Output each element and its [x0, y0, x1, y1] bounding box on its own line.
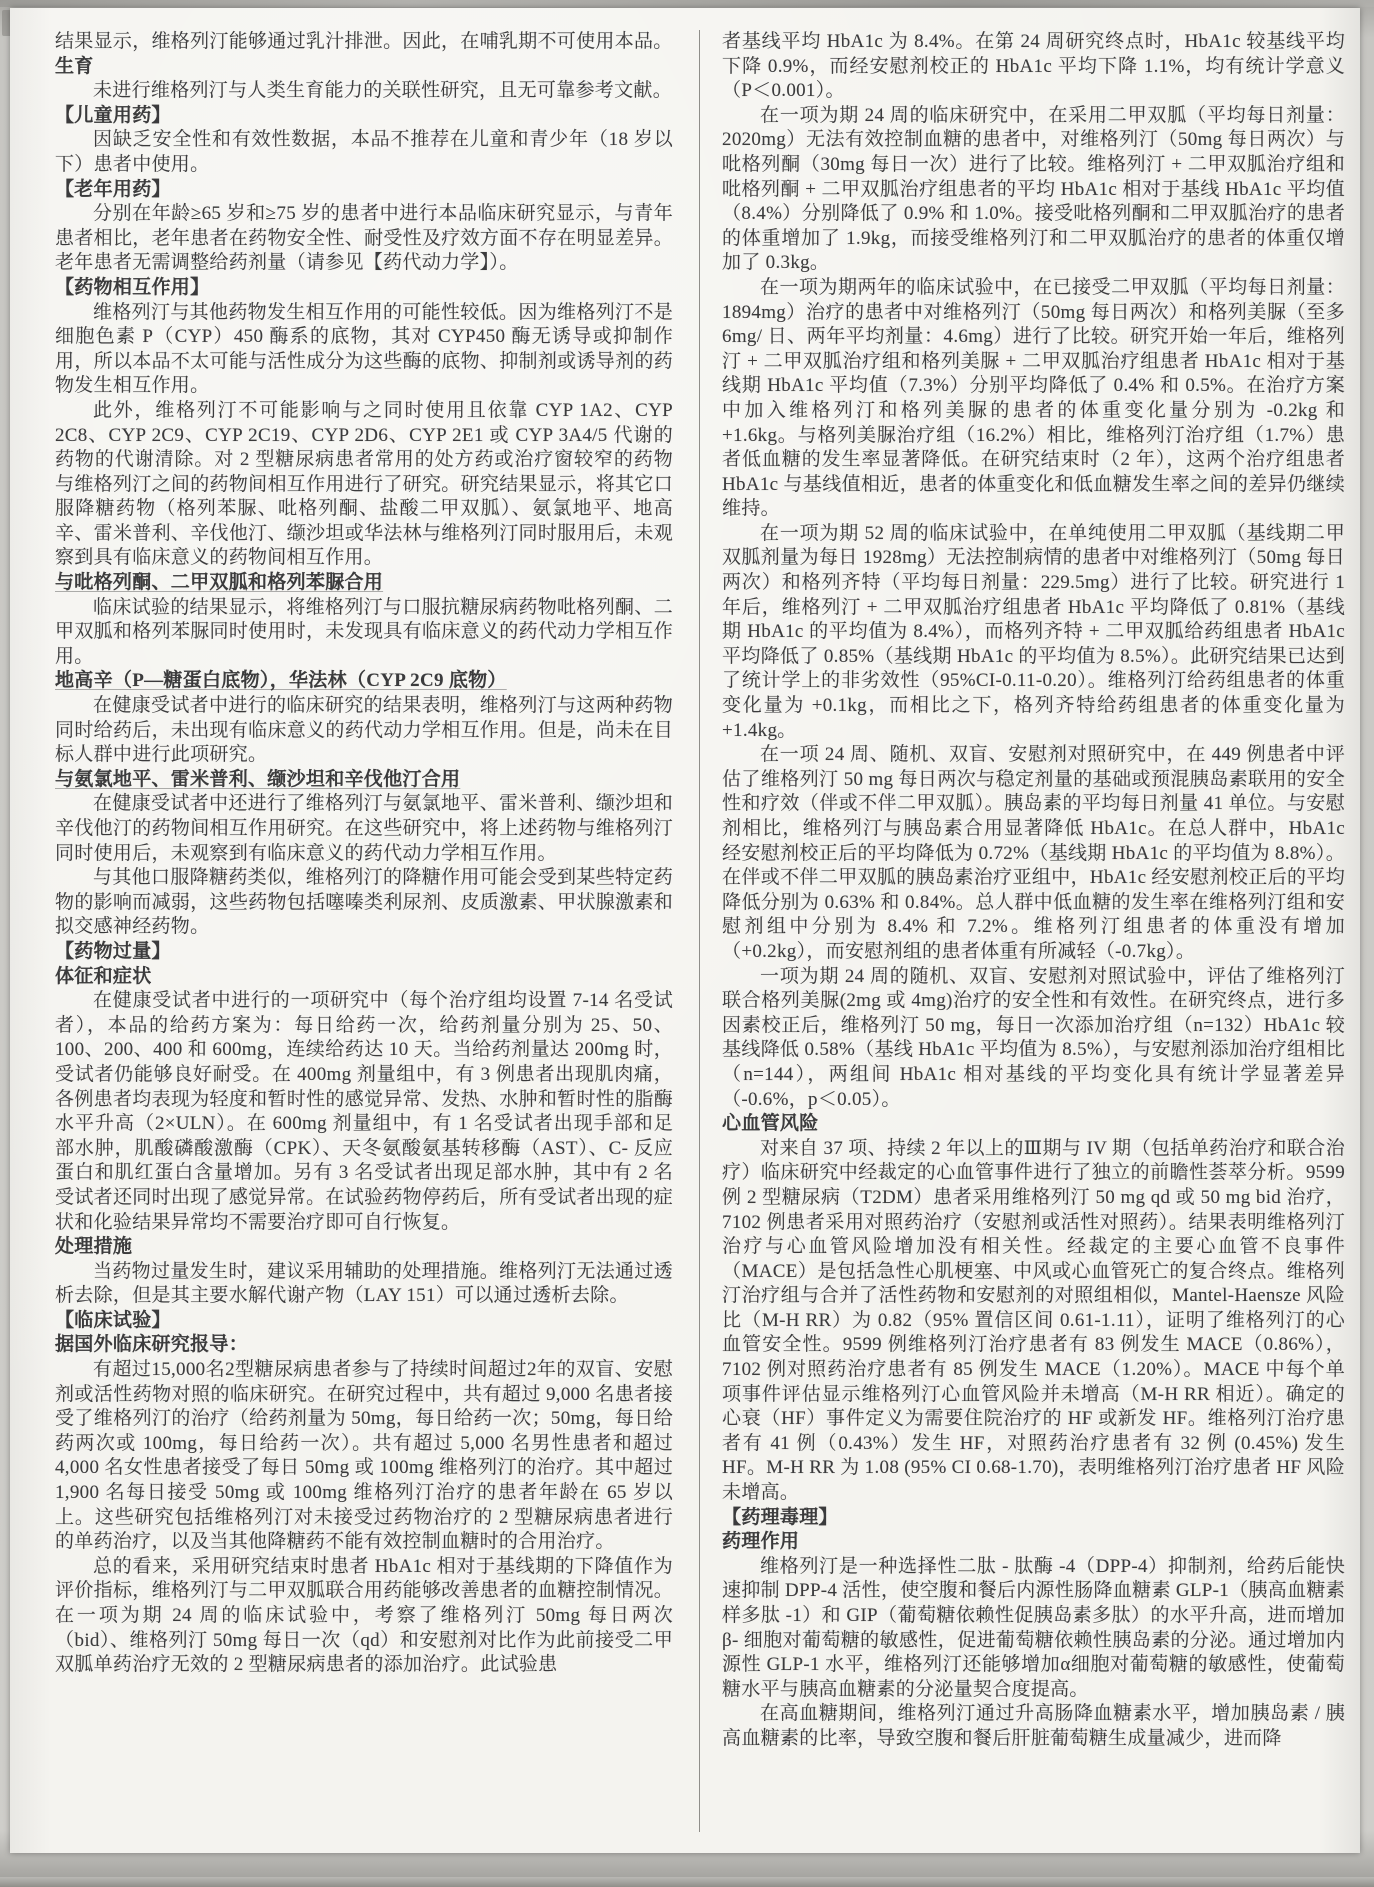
section-header: 【临床试验】 — [55, 1309, 171, 1331]
sub-header: 生育 — [55, 55, 94, 77]
paragraph: 维格列汀是一种选择性二肽 - 肽酶 -4（DPP-4）抑制剂，给药后能快速抑制 DPP-4 活性，使空腹和餐后内源性肠降血糖素 GLP-1（胰高血糖素样多肽 -1）和 GIP（葡萄糖依赖性促胰岛素多肽）的水平升高，进而增加β- 细胞对葡萄糖的敏感性，促进葡萄糖依赖性胰岛素的分泌。通过增加内源性 GLP-1 水平，维格列汀还能够增加α细胞对葡萄糖的敏感性，使葡萄糖水平与胰高血糖素的分泌量契合度提高。 — [722, 1555, 1346, 1700]
section-header: 【老年用药】 — [55, 178, 171, 200]
sub-header: 药理作用 — [722, 1531, 800, 1553]
paragraph: 在一项为期 52 周的临床试验中，在单纯使用二甲双胍（基线期二甲双胍剂量为每日 1928mg）无法控制病情的患者中对维格列汀（50mg 每日两次）和格列齐特（平均每日剂量：229.5mg）进行了比较。研究进行 1 年后，维格列汀 + 二甲双胍治疗组患者 HbA1c 平均降低了 0.81%（基线期 HbA1c 的平均值为 8.4%），而格列齐特 + 二甲双胍给药组患者 HbA1c 平均降低了 0.85%（基线期 HbA1c 的平均值为 8.5%）。此研究结果已达到了统计学上的非劣效性（95%CI-0.11-0.20）。维格列汀给药组患者的体重变化量为 +0.1kg，而相比之下，格列齐特给药组患者的体重变化量为 +1.4kg。 — [722, 522, 1346, 741]
scan-edge-top — [0, 0, 1374, 7]
paragraph: 临床试验的结果显示，将维格列汀与口服抗糖尿病药物吡格列酮、二甲双胍和格列苯脲同时使用时，未发现具有临床意义的药代动力学相互作用。 — [55, 596, 674, 667]
sub-header: 心血管风险 — [722, 1113, 819, 1135]
sub-header-underlined: 与吡格列酮、二甲双胍和格列苯脲合用 — [55, 572, 384, 594]
paragraph: 此外，维格列汀不可能影响与之同时使用且依靠 CYP 1A2、CYP 2C8、CYP 2C9、CYP 2C19、CYP 2D6、CYP 2E1 或 CYP 3A4/5 代谢的药物的代谢清除。对 2 型糖尿病患者常用的处方药或治疗窗较窄的药物与维格列汀之间的药物间相互作用进行了研究。研究结果显示，将其它口服降糖药物（格列苯脲、吡格列酮、盐酸二甲双胍）、氨氯地平、地高辛、雷米普利、辛伐他汀、缬沙坦或华法林与维格列汀同时服用后，未观察到具有临床意义的药物间相互作用。 — [55, 399, 674, 569]
paragraph: 一项为期 24 周的随机、双盲、安慰剂对照试验中，评估了维格列汀联合格列美脲(2mg 或 4mg)治疗的安全性和有效性。在研究终点，进行多因素校正后，维格列汀 50 mg，每日一次添加治疗组（n=132）HbA1c 较基线降低 0.58%（基线 HbA1c 平均值为 8.5%），与安慰剂添加治疗组相比（n=144），两组间 HbA1c 相对基线的平均变化具有统计学显著差异（-0.6%，p＜0.05）。 — [722, 965, 1346, 1110]
section-header: 【药理毒理】 — [722, 1506, 838, 1528]
paragraph: 在高血糖期间，维格列汀通过升高肠降血糖素水平，增加胰岛素 / 胰高血糖素的比率，导致空腹和餐后肝脏葡萄糖生成量减少，进而降 — [722, 1703, 1346, 1749]
sub-header: 处理措施 — [55, 1236, 133, 1258]
sub-header: 体征和症状 — [55, 965, 152, 987]
paragraph: 在健康受试者中进行的一项研究中（每个治疗组均设置 7-14 名受试者），本品的给药方案为：每日给药一次，给药剂量分别为 25、50、100、200、400 和 600mg，连续给药达 10 天。当给药剂量达 200mg 时，受试者仍能够良好耐受。在 400mg 剂量组中，有 3 例患者出现肌肉痛，各例患者均表现为轻度和暂时性的感觉异常、发热、水肿和暂时性的脂酶水平升高（2×ULN）。在 600mg 剂量组中，有 1 名受试者出现手部和足部水肿，肌酸磷酸激酶（CPK）、天冬氨酸氨基转移酶（AST）、C- 反应蛋白和肌红蛋白含量增加。另有 3 名受试者出现足部水肿，其中有 2 名受试者还同时出现了感觉异常。在试验药物停药后，所有受试者出现的症状和化验结果异常均不需要治疗即可自行恢复。 — [55, 990, 674, 1233]
paragraph-continuation: 者基线平均 HbA1c 为 8.4%。在第 24 周研究终点时，HbA1c 较基线平均下降 0.9%，而经安慰剂校正的 HbA1c 平均下降 1.1%，均有统计学意义（P＜0.001）。 — [722, 31, 1346, 102]
paragraph: 有超过15,000名2型糖尿病患者参与了持续时间超过2年的双盲、安慰剂或活性药物对照的临床研究。在研究过程中，共有超过 9,000 名患者接受了维格列汀的治疗（给药剂量为 50mg，每日给药一次；50mg，每日给药两次或 100mg，每日给药一次）。共有超过 5,000 名男性患者和超过 4,000 名女性患者接受了每日 50mg 或 100mg 维格列汀的治疗。其中超过 1,900 名每日接受 50mg 或 100mg 维格列汀治疗的患者年龄在 65 岁以上。这些研究包括维格列汀对未接受过药物治疗的 2 型糖尿病患者进行的单药治疗，以及当其他降糖药不能有效控制血糖时的合用治疗。 — [55, 1359, 674, 1553]
scan-edge-bottom — [0, 1877, 1374, 1887]
paragraph: 在一项 24 周、随机、双盲、安慰剂对照研究中，在 449 例患者中评估了维格列汀 50 mg 每日两次与稳定剂量的基础或预混胰岛素联用的安全性和疗效（伴或不伴二甲双胍）。胰岛素的平均每日剂量 41 单位。与安慰剂相比，维格列汀与胰岛素合用显著降低 HbA1c。在总人群中，HbA1c 经安慰剂校正后的平均降低为 0.72%（基线期 HbA1c 的平均值为 8.8%）。在伴或不伴二甲双胍的胰岛素治疗亚组中，HbA1c 经安慰剂校正后的平均降低分别为 0.63% 和 0.84%。总人群中低血糖的发生率在维格列汀组和安慰剂组中分别为 8.4% 和 7.2%。维格列汀组患者的体重没有增加（+0.2kg），而安慰剂组的患者体重有所减轻（-0.7kg）。 — [722, 744, 1346, 962]
column-divider — [699, 30, 700, 1832]
paragraph: 未进行维格列汀与人类生育能力的关联性研究，且无可靠参考文献。 — [93, 80, 673, 102]
paragraph: 分别在年龄≥65 岁和≥75 岁的患者中进行本品临床研究显示，与青年患者相比，老年患者在药物安全性、耐受性及疗效方面不存在明显差异。老年患者无需调整给药剂量（请参见【药代动力学】）。 — [55, 203, 674, 274]
section-header: 【药物过量】 — [55, 940, 171, 962]
section-header: 【药物相互作用】 — [55, 276, 210, 298]
sub-header-underlined: 与氨氯地平、雷米普利、缬沙坦和辛伐他汀合用 — [55, 768, 461, 790]
text-columns — [55, 30, 1345, 1830]
paragraph: 在健康受试者中还进行了维格列汀与氨氯地平、雷米普利、缬沙坦和辛伐他汀的药物间相互作用研究。在这些研究中，将上述药物与维格列汀同时使用后，未观察到有临床意义的药代动力学相互作用。 — [55, 793, 674, 864]
left-column — [55, 30, 673, 1830]
paragraph: 维格列汀与其他药物发生相互作用的可能性较低。因为维格列汀不是细胞色素 P（CYP）450 酶系的底物，其对 CYP450 酶无诱导或抑制作用，所以本品不太可能与活性成分为这些酶的底物、抑制剂或诱导剂的药物发生相互作用。 — [55, 301, 674, 397]
paragraph: 与其他口服降糖药类似，维格列汀的降糖作用可能会受到某些特定药物的影响而减弱，这些药物包括噻嗪类利尿剂、皮质激素、甲状腺激素和拟交感神经药物。 — [55, 867, 674, 938]
paragraph: 当药物过量发生时，建议采用辅助的处理措施。维格列汀无法通过透析去除，但是其主要水解代谢产物（LAY 151）可以通过透析去除。 — [55, 1260, 674, 1307]
paragraph: 在健康受试者中进行的临床研究的结果表明，维格列汀与这两种药物同时给药后，未出现有临床意义的药代动力学相互作用。但是，尚未在目标人群中进行此项研究。 — [55, 695, 674, 766]
right-column — [722, 30, 1345, 1830]
paragraph: 总的看来，采用研究结束时患者 HbA1c 相对于基线期的下降值作为评价指标，维格列汀与二甲双胍联合用药能够改善患者的血糖控制情况。在一项为期 24 周的临床试验中，考察了维格列汀 50mg 每日两次（bid）、维格列汀 50mg 每日一次（qd）和安慰剂对比作为此前接受二甲双胍单药治疗无效的 2 型糖尿病患者的添加治疗。此试验患 — [55, 1555, 674, 1676]
paragraph: 因缺乏安全性和有效性数据，本品不推荐在儿童和青少年（18 岁以下）患者中使用。 — [55, 129, 674, 175]
paragraph: 在一项为期两年的临床试验中，在已接受二甲双胍（平均每日剂量：1894mg）治疗的患者中对维格列汀（50mg 每日两次）和格列美脲（至多 6mg/ 日、两年平均剂量：4.6mg）进行了比较。研究开始一年后，维格列汀 + 二甲双胍治疗组和格列美脲 + 二甲双胍治疗组患者 HbA1c 相对于基线期 HbA1c 平均值（7.3%）分别平均降低了 0.4% 和 0.5%。在治疗方案中加入维格列汀和格列美脲的患者的体重变化量分别为 -0.2kg 和 +1.6kg。与格列美脲治疗组（16.2%）相比，维格列汀治疗组（1.7%）患者低血糖的发生率显著降低。在研究结束时（2 年），这两个治疗组患者 HbA1c 与基线值相近，患者的体重变化和低血糖发生率之间的差异仍继续维持。 — [722, 276, 1346, 520]
paragraph: 在一项为期 24 周的临床研究中，在采用二甲双胍（平均每日剂量：2020mg）无法有效控制血糖的患者中，对维格列汀（50mg 每日两次）与吡格列酮（30mg 每日一次）进行了比较。维格列汀 + 二甲双胍治疗组和吡格列酮 + 二甲双胍治疗组患者的平均 HbA1c 相对于基线 HbA1c 平均值（8.4%）分别降低了 0.9% 和 1.0%。接受吡格列酮和二甲双胍治疗的患者的体重增加了 1.9kg，而接受维格列汀和二甲双胍治疗的患者的体重仅增加了 0.3kg。 — [722, 104, 1346, 274]
section-header: 【儿童用药】 — [55, 104, 171, 126]
sub-header-underlined: 地高辛（P—糖蛋白底物），华法林（CYP 2C9 底物） — [55, 670, 507, 692]
sub-header: 据国外临床研究报导： — [55, 1334, 249, 1356]
page-paper — [10, 8, 1360, 1853]
paragraph-continuation: 结果显示，维格列汀能够通过乳汁排泄。因此，在哺乳期不可使用本品。 — [55, 31, 673, 52]
paragraph: 对来自 37 项、持续 2 年以上的Ⅲ期与 IV 期（包括单药治疗和联合治疗）临床研究中经裁定的心血管事件进行了独立的前瞻性荟萃分析。9599 例 2 型糖尿病（T2DM）患者采用维格列汀 50 mg qd 或 50 mg bid 治疗，7102 例患者采用对照药治疗（安慰剂或活性对照药）。结果表明维格列汀治疗与心血管风险增加没有相关性。经裁定的主要心血管不良事件（MACE）是包括急性心肌梗塞、中风或心血管死亡的复合终点。维格列汀治疗组与合并了活性药物和安慰剂的对照组相似，Mantel-Haensze 风险比（M-H RR）为 0.82（95% 置信区间 0.61-1.11），证明了维格列汀的心血管安全性。9599 例维格列汀治疗患者有 83 例发生 MACE（0.86%），7102 例对照药治疗患者有 85 例发生 MACE（1.20%）。MACE 中每个单项事件评估显示维格列汀心血管风险并未增高（M-H RR 相近）。确定的心衰（HF）事件定义为需要住院治疗的 HF 或新发 HF。维格列汀治疗患者有 41 例（0.43%）发生 HF，对照药治疗患者有 32 例 (0.45%) 发生 HF。M-H RR 为 1.08 (95% CI 0.68-1.70)，表明维格列汀治疗患者 HF 风险未增高。 — [722, 1137, 1346, 1504]
